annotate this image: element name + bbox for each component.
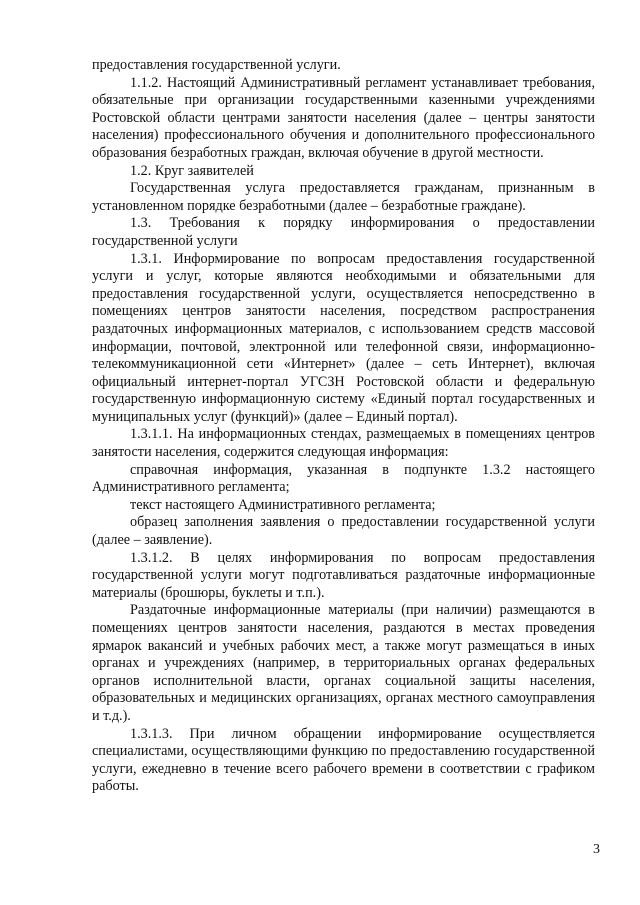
list-item-regulation-text: текст настоящего Административного регламента; <box>130 496 436 513</box>
paragraph-applicants: Государственная услуга предоставляется гражданам, признанным в установленном порядке безработными (далее – безработные граждане). <box>92 180 595 214</box>
paragraph-1-3-1-2: 1.3.1.2. В целях информирования по вопросам предоставления государственной услуги могут подготавливаться раздаточные информационные материалы (брошюры, буклеты и т.п.). <box>92 549 595 601</box>
page-number: 3 <box>593 842 600 857</box>
paragraph-handout-materials: Раздаточные информационные материалы (при наличии) размещаются в помещениях центров занятости населения, раздаются в местах проведения ярмарок вакансий и учебных рабочих мест, а также могут размещаться в иных органах и учреждениях (например, в территориальных органах федеральных органов исполнительной власти, органах социальной защиты населения, образовательных и медицинских организациях, органах местного самоуправления и т.д.). <box>92 602 595 724</box>
list-item-application-sample: образец заполнения заявления о предоставлении государственной услуги (далее – заявление). <box>92 514 595 549</box>
paragraph-1-3-1: 1.3.1. Информирование по вопросам предоставления государственной услуги и услуг, которые являются необходимыми и обязательными для предоставления государственной услуги, осуществляется непосредственно в помещениях центров занятости населения, посредством распространения раздаточных информационных материалов, с использованием средств массовой информации, почтовой, электронной или телефонной связи, информационно-телекоммуникационной сети «Интернет» (далее – сеть Интернет), включая официальный интернет-портал УГСЗН Ростовской области и федеральную государственную информационную систему «Единый портал государственных и муниципальных услуг (функций)» (далее – Единый портал). <box>92 250 595 425</box>
paragraph-1-3-1-1: 1.3.1.1. На информационных стендах, размещаемых в помещениях центров занятости населения, содержится следующая информация: <box>92 426 595 461</box>
list-item-reference-info: справочная информация, указанная в подпункте 1.3.2 настоящего Административного регламента; <box>92 461 595 496</box>
paragraph-1-1-2: 1.1.2. Настоящий Административный регламент устанавливает требования, обязательные при организации государственными казенными учреждениями Ростовской области центрами занятости населения (далее – центры занятости населения) профессионального обучения и дополнительного профессионального образования безработных граждан, включая обучение в другой местности. <box>92 74 595 161</box>
document-body <box>92 57 595 796</box>
paragraph-1-3-1-3: 1.3.1.3. При личном обращении информирование осуществляется специалистами, осуществляющими функцию по предоставлению государственной услуги, ежедневно в течение всего рабочего времени в соответствии с графиком работы. <box>92 725 595 795</box>
paragraph-continuation: предоставления государственной услуги. <box>92 57 341 73</box>
section-heading-1-3: 1.3. Требования к порядку информирования о предоставлении государственной услуги <box>92 215 595 249</box>
section-heading-1-2: 1.2. Круг заявителей <box>130 162 254 179</box>
